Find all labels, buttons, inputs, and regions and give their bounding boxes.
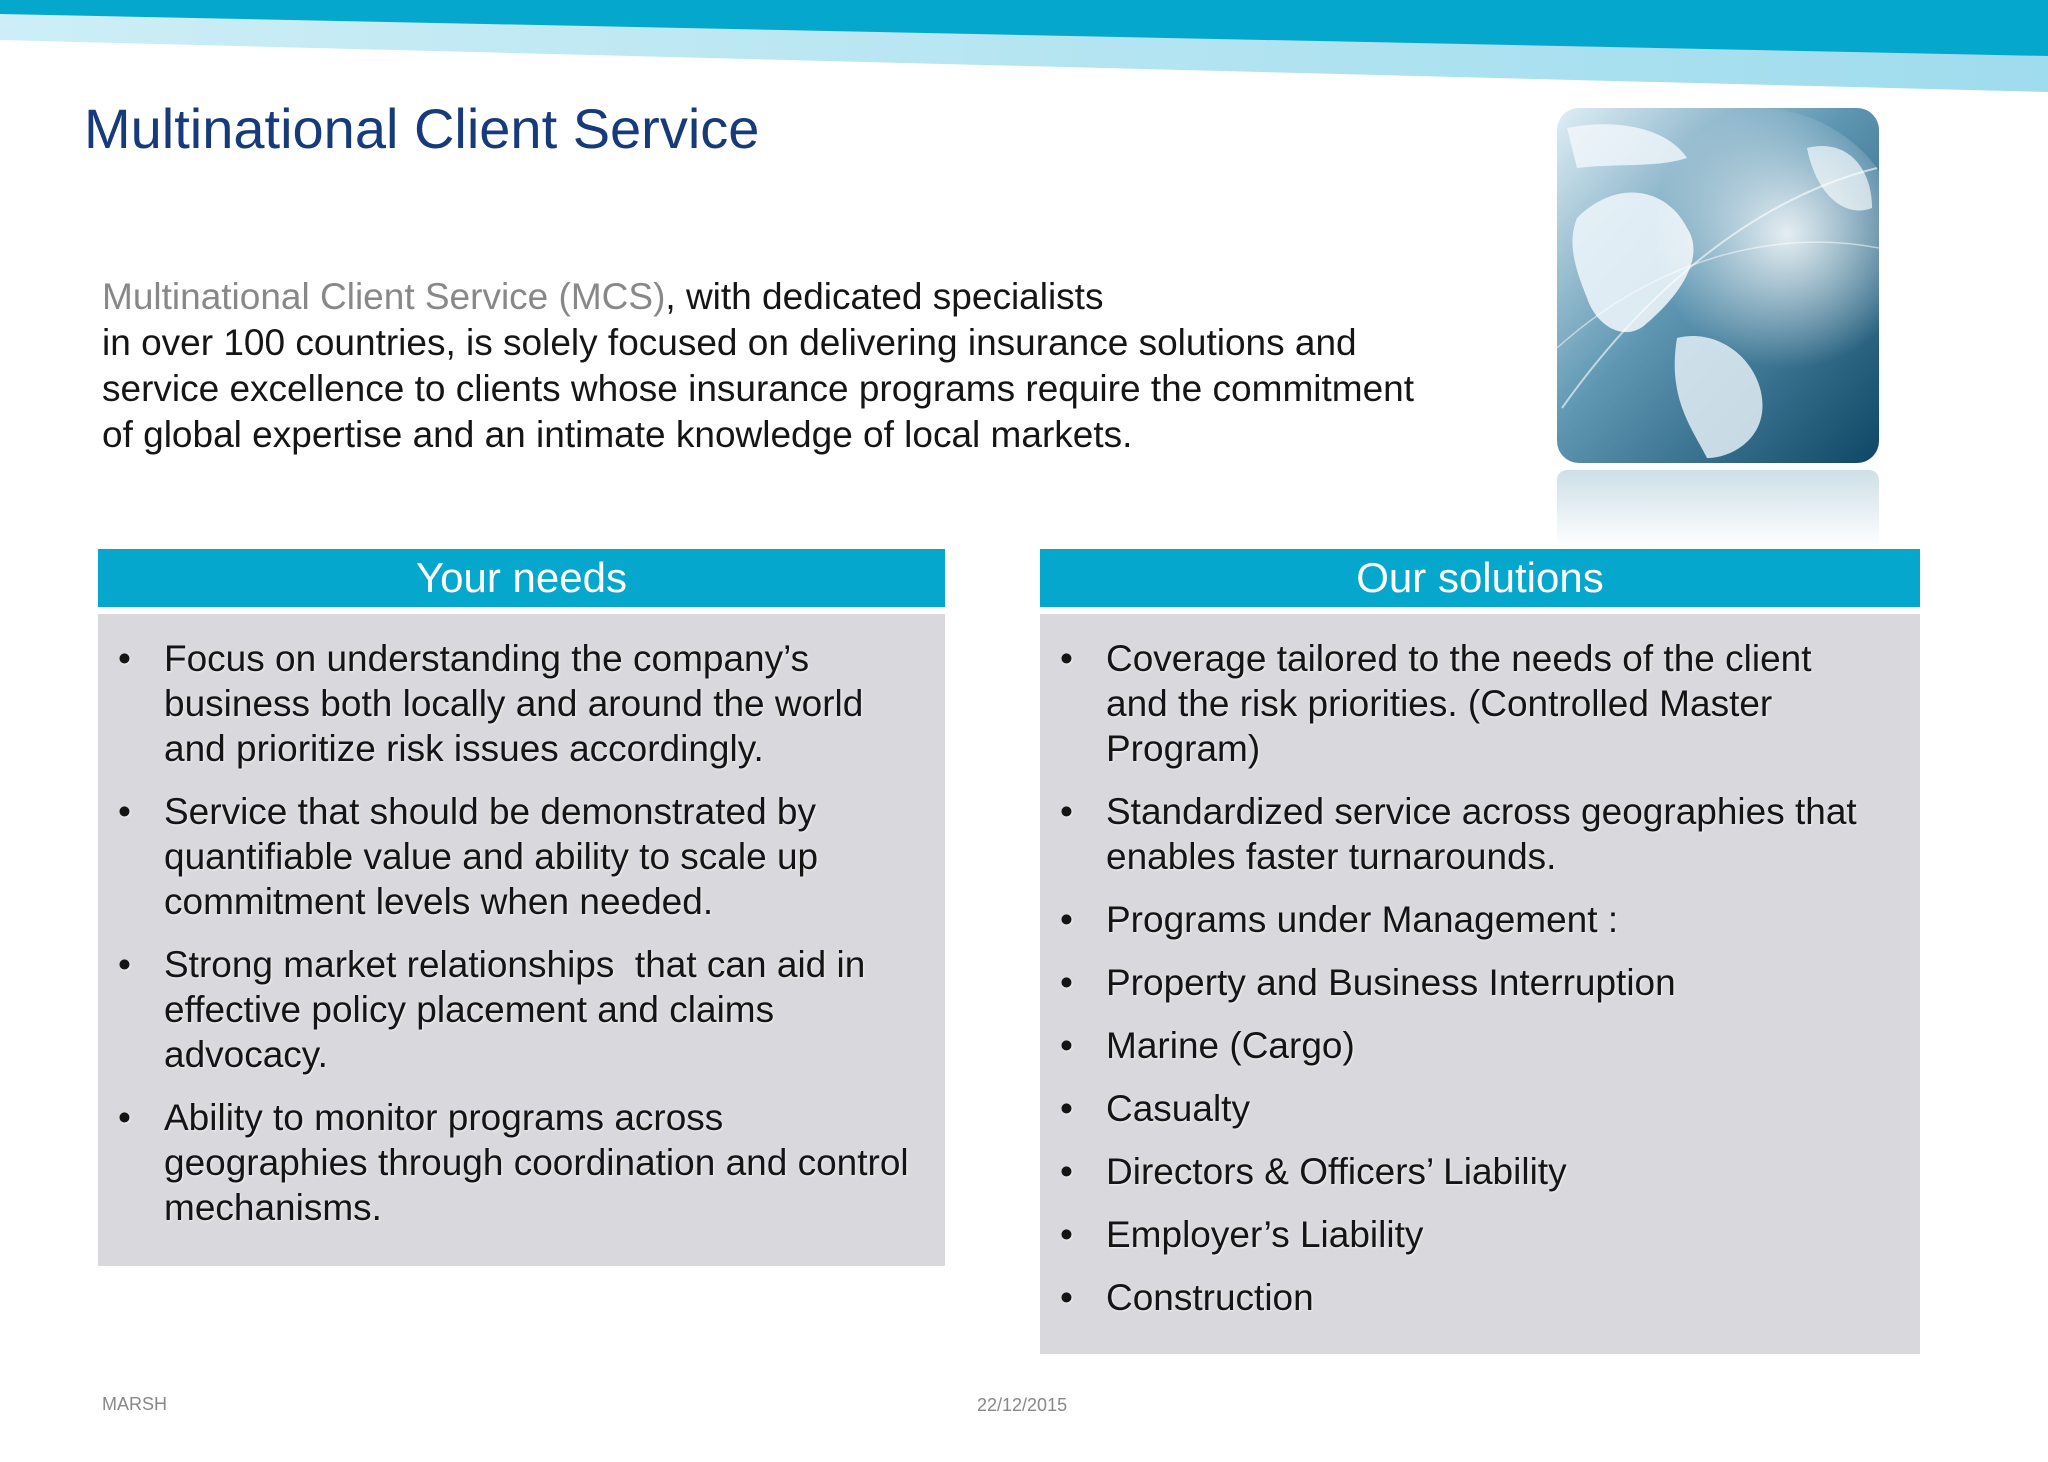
solutions-item-line: Directors & Officers’ Liability [1106,1151,1567,1192]
bullet-icon: • [1060,899,1073,940]
needs-item-line: Strong market relationships that can aid in [164,944,866,985]
bullet-icon: • [1060,1277,1073,1318]
solutions-item-line: Standardized service across geographies that [1106,791,1857,832]
intro-highlight: Multinational Client Service (MCS) [102,276,666,317]
solutions-item [1040,1023,1900,1068]
needs-item-line: Focus on understanding the company’s [164,638,810,679]
needs-item [98,789,925,924]
solutions-item-line: Property and Business Interruption [1106,962,1676,1003]
needs-item-line: mechanisms. [164,1187,382,1228]
intro-line-3: service excellence to clients whose insurance programs require the commitment [102,368,1415,409]
footer-brand: MARSH [102,1394,168,1414]
bullet-icon: • [118,791,131,832]
needs-item-line: business both locally and around the world [164,683,864,724]
needs-item-line: Service that should be demonstrated by [164,791,816,832]
solutions-item-line: Employer’s Liability [1106,1214,1424,1255]
footer-date: 22/12/2015 [977,1395,1068,1415]
needs-item-line: geographies through coordination and control [164,1142,909,1183]
your-needs-panel [98,614,945,1266]
needs-item-line: effective policy placement and claims [164,989,775,1030]
intro-line-1 [102,274,1502,320]
needs-list [98,636,925,1230]
bullet-icon: • [118,1097,131,1138]
solutions-item-line: and the risk priorities. (Controlled Master [1106,683,1773,724]
solutions-item-line: Coverage tailored to the needs of the client [1106,638,1812,679]
solutions-item [1040,1275,1900,1320]
solutions-item-line: enables faster turnarounds. [1106,836,1557,877]
bullet-icon: • [118,638,131,679]
bullet-icon: • [118,944,131,985]
solutions-item-line: Program) [1106,728,1261,769]
intro-line-4: of global expertise and an intimate knowledge of local markets. [102,414,1133,455]
our-solutions-header: Our solutions [1040,549,1920,607]
solutions-item [1040,1149,1900,1194]
bullet-icon: • [1060,791,1073,832]
solutions-item [1040,1086,1900,1131]
solutions-item-line: Construction [1106,1277,1314,1318]
bullet-icon: • [1060,1214,1073,1255]
globe-icon [1557,108,1879,548]
our-solutions-panel [1040,614,1920,1354]
your-needs-header: Your needs [98,549,945,607]
solutions-item [1040,789,1900,879]
top-decorative-band [0,0,2048,100]
needs-item-line: and prioritize risk issues accordingly. [164,728,764,769]
bullet-icon: • [1060,1025,1073,1066]
bullet-icon: • [1060,962,1073,1003]
bullet-icon: • [1060,1151,1073,1192]
needs-item-line: quantifiable value and ability to scale up [164,836,819,877]
intro-line-2: in over 100 countries, is solely focused on delivering insurance solutions and [102,322,1357,363]
needs-item-line: advocacy. [164,1034,328,1075]
needs-item [98,942,925,1077]
solutions-item [1040,960,1900,1005]
intro-line-1-rest: , with dedicated specialists [665,276,1104,317]
solutions-item [1040,897,1900,942]
solutions-item [1040,636,1900,771]
solutions-item [1040,1212,1900,1257]
needs-item-line: Ability to monitor programs across [164,1097,724,1138]
bullet-icon: • [1060,638,1073,679]
solutions-item-line: Programs under Management : [1106,899,1619,940]
needs-item-line: commitment levels when needed. [164,881,714,922]
solutions-item-line: Casualty [1106,1088,1250,1129]
slide-title: Multinational Client Service [84,97,760,160]
intro-paragraph [102,274,1502,458]
needs-item [98,1095,925,1230]
solutions-item-line: Marine (Cargo) [1106,1025,1355,1066]
solutions-list [1040,636,1900,1320]
bullet-icon: • [1060,1088,1073,1129]
needs-item [98,636,925,771]
